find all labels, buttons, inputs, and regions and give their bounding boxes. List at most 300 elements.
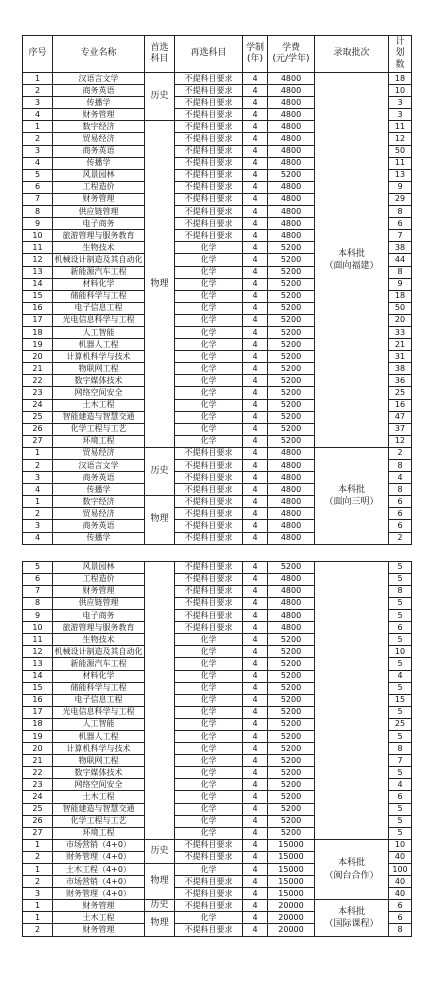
- fee-cell: 4800: [268, 193, 315, 205]
- second-subject-cell: 不提科目要求: [175, 193, 243, 205]
- plan-count-cell: 5: [389, 682, 412, 694]
- major-cell: 环境工程: [53, 827, 145, 839]
- fee-cell: 5200: [268, 339, 315, 351]
- major-cell: 商务英语: [53, 472, 145, 484]
- fee-cell: 4800: [268, 218, 315, 230]
- fee-cell: 4800: [268, 181, 315, 193]
- second-subject-cell: 不提科目要求: [175, 460, 243, 472]
- years-cell: 4: [243, 472, 268, 484]
- batch-line-1: 本科批: [337, 484, 365, 495]
- seq-cell: 2: [23, 924, 53, 936]
- years-cell: 4: [243, 206, 268, 218]
- years-cell: 4: [243, 791, 268, 803]
- major-cell: 土木工程: [53, 912, 145, 924]
- plan-count-cell: 8: [389, 266, 412, 278]
- years-cell: 4: [243, 900, 268, 912]
- second-subject-cell: 化学: [175, 634, 243, 646]
- fee-cell: 15000: [268, 888, 315, 900]
- seq-cell: 20: [23, 351, 53, 363]
- second-subject-cell: 不提科目要求: [175, 597, 243, 609]
- fee-cell: 5200: [268, 803, 315, 815]
- fee-cell: 4800: [268, 597, 315, 609]
- years-cell: 4: [243, 561, 268, 573]
- second-subject-cell: 不提科目要求: [175, 851, 243, 863]
- plan-count-cell: 6: [389, 508, 412, 520]
- fee-cell: 4800: [268, 585, 315, 597]
- years-cell: 4: [243, 743, 268, 755]
- seq-cell: 5: [23, 561, 53, 573]
- plan-count-cell: 8: [389, 924, 412, 936]
- fee-cell: 5200: [268, 730, 315, 742]
- plan-count-cell: 10: [389, 839, 412, 851]
- major-cell: 电子商务: [53, 218, 145, 230]
- years-cell: 4: [243, 706, 268, 718]
- plan-count-cell: 50: [389, 145, 412, 157]
- second-subject-cell: 不提科目要求: [175, 496, 243, 508]
- plan-count-cell: 18: [389, 73, 412, 85]
- plan-count-cell: 16: [389, 399, 412, 411]
- second-subject-cell: 化学: [175, 815, 243, 827]
- plan-count-cell: 100: [389, 864, 412, 876]
- seq-cell: 9: [23, 218, 53, 230]
- second-subject-cell: 不提科目要求: [175, 839, 243, 851]
- major-cell: 光电信息科学与工程: [53, 314, 145, 326]
- major-cell: 财务管理: [53, 193, 145, 205]
- major-cell: 机械设计制造及其自动化: [53, 646, 145, 658]
- years-cell: 4: [243, 302, 268, 314]
- batch-line-2: （国际课程）: [324, 918, 379, 929]
- major-cell: 汉语言文学: [53, 460, 145, 472]
- table-row: [23, 73, 412, 85]
- plan-count-cell: 8: [389, 484, 412, 496]
- major-cell: 风景园林: [53, 169, 145, 181]
- seq-cell: 8: [23, 206, 53, 218]
- major-cell: 传播学: [53, 484, 145, 496]
- second-subject-cell: 不提科目要求: [175, 532, 243, 544]
- major-cell: 工程造价: [53, 573, 145, 585]
- major-cell: 计算机科学与技术: [53, 743, 145, 755]
- seq-cell: 2: [23, 851, 53, 863]
- second-subject-cell: 不提科目要求: [175, 218, 243, 230]
- fee-cell: 15000: [268, 876, 315, 888]
- plan-count-cell: 36: [389, 375, 412, 387]
- fee-cell: 4800: [268, 133, 315, 145]
- second-subject-cell: 化学: [175, 435, 243, 447]
- seq-cell: 8: [23, 597, 53, 609]
- major-cell: 旅游管理与服务教育: [53, 622, 145, 634]
- years-cell: 4: [243, 532, 268, 544]
- major-cell: 材料化学: [53, 278, 145, 290]
- major-cell: 商务英语: [53, 145, 145, 157]
- years-cell: 4: [243, 670, 268, 682]
- fee-cell: 5200: [268, 743, 315, 755]
- fee-cell: 5200: [268, 169, 315, 181]
- fee-cell: 5200: [268, 827, 315, 839]
- second-subject-cell: 化学: [175, 779, 243, 791]
- fee-cell: 5200: [268, 242, 315, 254]
- major-cell: 供应链管理: [53, 206, 145, 218]
- seq-cell: 1: [23, 73, 53, 85]
- years-cell: 4: [243, 622, 268, 634]
- seq-cell: 2: [23, 508, 53, 520]
- fee-cell: 5200: [268, 646, 315, 658]
- major-cell: 人工智能: [53, 326, 145, 338]
- plan-count-cell: 40: [389, 876, 412, 888]
- seq-cell: 24: [23, 399, 53, 411]
- fee-cell: 4800: [268, 573, 315, 585]
- second-subject-cell: 化学: [175, 743, 243, 755]
- years-cell: 4: [243, 109, 268, 121]
- table-row: [23, 447, 412, 459]
- plan-count-cell: 40: [389, 851, 412, 863]
- batch-cell: [315, 900, 389, 936]
- years-cell: 4: [243, 851, 268, 863]
- fee-cell: 15000: [268, 839, 315, 851]
- plan-count-cell: 5: [389, 730, 412, 742]
- first-subject-cell: 历史: [145, 73, 175, 121]
- years-cell: 4: [243, 363, 268, 375]
- seq-cell: 4: [23, 484, 53, 496]
- first-subject-cell: 物理: [145, 912, 175, 936]
- batch-line-2: （面向福建）: [324, 260, 379, 271]
- major-cell: 机器人工程: [53, 339, 145, 351]
- plan-count-cell: 5: [389, 597, 412, 609]
- second-subject-cell: 化学: [175, 706, 243, 718]
- fee-cell: 4800: [268, 230, 315, 242]
- second-subject-cell: 化学: [175, 387, 243, 399]
- plan-count-cell: 7: [389, 755, 412, 767]
- years-cell: 4: [243, 218, 268, 230]
- header-seq: 序号: [23, 36, 53, 73]
- second-subject-cell: 化学: [175, 399, 243, 411]
- plan-count-cell: 7: [389, 230, 412, 242]
- header-plan: 计 划 数: [389, 36, 412, 73]
- seq-cell: 15: [23, 682, 53, 694]
- seq-cell: 5: [23, 169, 53, 181]
- years-cell: 4: [243, 435, 268, 447]
- second-subject-cell: 不提科目要求: [175, 230, 243, 242]
- fee-cell: 5200: [268, 767, 315, 779]
- fee-cell: 15000: [268, 851, 315, 863]
- seq-cell: 12: [23, 646, 53, 658]
- second-subject-cell: 化学: [175, 351, 243, 363]
- years-cell: 4: [243, 610, 268, 622]
- plan-count-cell: 37: [389, 423, 412, 435]
- plan-count-cell: 9: [389, 181, 412, 193]
- plan-count-cell: 8: [389, 460, 412, 472]
- plan-count-cell: 10: [389, 85, 412, 97]
- second-subject-cell: 不提科目要求: [175, 888, 243, 900]
- years-cell: 4: [243, 839, 268, 851]
- seq-cell: 23: [23, 387, 53, 399]
- plan-count-cell: 18: [389, 290, 412, 302]
- seq-cell: 10: [23, 622, 53, 634]
- seq-cell: 7: [23, 193, 53, 205]
- second-subject-cell: 化学: [175, 803, 243, 815]
- major-cell: 储能科学与工程: [53, 682, 145, 694]
- years-cell: 4: [243, 912, 268, 924]
- plan-count-cell: 5: [389, 767, 412, 779]
- seq-cell: 9: [23, 610, 53, 622]
- fee-cell: 5200: [268, 375, 315, 387]
- fee-cell: 5200: [268, 302, 315, 314]
- fee-cell: 5200: [268, 791, 315, 803]
- plan-count-cell: 5: [389, 827, 412, 839]
- plan-count-cell: 11: [389, 157, 412, 169]
- major-cell: 新能源汽车工程: [53, 658, 145, 670]
- major-cell: 机械设计制造及其自动化: [53, 254, 145, 266]
- fee-cell: 5200: [268, 266, 315, 278]
- seq-cell: 22: [23, 767, 53, 779]
- years-cell: 4: [243, 827, 268, 839]
- major-cell: 数字经济: [53, 496, 145, 508]
- major-cell: 新能源汽车工程: [53, 266, 145, 278]
- years-cell: 4: [243, 145, 268, 157]
- plan-count-cell: 20: [389, 314, 412, 326]
- major-cell: 财务管理: [53, 109, 145, 121]
- plan-count-cell: 25: [389, 718, 412, 730]
- second-subject-cell: 化学: [175, 658, 243, 670]
- major-cell: 电子信息工程: [53, 302, 145, 314]
- seq-cell: 2: [23, 876, 53, 888]
- header-fee: 学费 (元/学年): [268, 36, 315, 73]
- years-cell: 4: [243, 399, 268, 411]
- second-subject-cell: 化学: [175, 423, 243, 435]
- plan-count-cell: 12: [389, 133, 412, 145]
- years-cell: 4: [243, 520, 268, 532]
- major-cell: 电子商务: [53, 610, 145, 622]
- second-subject-cell: 化学: [175, 314, 243, 326]
- seq-cell: 3: [23, 145, 53, 157]
- years-cell: 4: [243, 242, 268, 254]
- major-cell: 储能科学与工程: [53, 290, 145, 302]
- fee-cell: 4800: [268, 206, 315, 218]
- header-row: [23, 36, 412, 73]
- years-cell: 4: [243, 718, 268, 730]
- first-subject-cell: 历史: [145, 900, 175, 912]
- years-cell: 4: [243, 585, 268, 597]
- fee-cell: 20000: [268, 924, 315, 936]
- years-cell: 4: [243, 634, 268, 646]
- second-subject-cell: 不提科目要求: [175, 109, 243, 121]
- seq-cell: 17: [23, 706, 53, 718]
- fee-cell: 4800: [268, 121, 315, 133]
- major-cell: 数字媒体技术: [53, 767, 145, 779]
- fee-cell: 20000: [268, 900, 315, 912]
- plan-count-cell: 5: [389, 706, 412, 718]
- plan-count-cell: 25: [389, 387, 412, 399]
- seq-cell: 11: [23, 634, 53, 646]
- years-cell: 4: [243, 779, 268, 791]
- major-cell: 贸易经济: [53, 133, 145, 145]
- years-cell: 4: [243, 121, 268, 133]
- seq-cell: 4: [23, 532, 53, 544]
- major-cell: 传播学: [53, 532, 145, 544]
- fee-cell: 5200: [268, 694, 315, 706]
- years-cell: 4: [243, 597, 268, 609]
- seq-cell: 11: [23, 242, 53, 254]
- major-cell: 财务管理: [53, 924, 145, 936]
- seq-cell: 2: [23, 133, 53, 145]
- major-cell: 市场营销（4+0）: [53, 839, 145, 851]
- major-cell: 财务管理: [53, 900, 145, 912]
- fee-cell: 5200: [268, 326, 315, 338]
- seq-cell: 3: [23, 888, 53, 900]
- major-cell: 生物技术: [53, 242, 145, 254]
- second-subject-cell: 不提科目要求: [175, 561, 243, 573]
- first-subject-cell: 物理: [145, 864, 175, 900]
- fee-cell: 4800: [268, 157, 315, 169]
- major-cell: 财务管理（4+0）: [53, 888, 145, 900]
- years-cell: 4: [243, 97, 268, 109]
- major-cell: 光电信息科学与工程: [53, 706, 145, 718]
- batch-line-1: 本科批: [337, 248, 365, 259]
- batch-cell: [315, 561, 389, 839]
- seq-cell: 12: [23, 254, 53, 266]
- second-subject-cell: 化学: [175, 912, 243, 924]
- years-cell: 4: [243, 573, 268, 585]
- batch-line-1: 本科批: [337, 858, 365, 869]
- fee-cell: 5200: [268, 561, 315, 573]
- fee-cell: 4800: [268, 447, 315, 459]
- major-cell: 汉语言文学: [53, 73, 145, 85]
- plan-count-cell: 9: [389, 278, 412, 290]
- plan-count-cell: 10: [389, 646, 412, 658]
- second-subject-cell: 不提科目要求: [175, 73, 243, 85]
- major-cell: 财务管理: [53, 585, 145, 597]
- seq-cell: 4: [23, 109, 53, 121]
- second-subject-cell: 不提科目要求: [175, 181, 243, 193]
- plan-count-cell: 2: [389, 532, 412, 544]
- fee-cell: 4800: [268, 622, 315, 634]
- fee-cell: 5200: [268, 351, 315, 363]
- second-subject-cell: 化学: [175, 254, 243, 266]
- years-cell: 4: [243, 876, 268, 888]
- years-cell: 4: [243, 254, 268, 266]
- plan-count-cell: 50: [389, 302, 412, 314]
- seq-cell: 26: [23, 423, 53, 435]
- fee-cell: 4800: [268, 610, 315, 622]
- fee-cell: 4800: [268, 97, 315, 109]
- seq-cell: 1: [23, 121, 53, 133]
- fee-cell: 5200: [268, 314, 315, 326]
- second-subject-cell: 不提科目要求: [175, 133, 243, 145]
- header-major: 专业名称: [53, 36, 145, 73]
- years-cell: 4: [243, 646, 268, 658]
- second-subject-cell: 不提科目要求: [175, 97, 243, 109]
- major-cell: 物联网工程: [53, 363, 145, 375]
- second-subject-cell: 化学: [175, 290, 243, 302]
- seq-cell: 16: [23, 302, 53, 314]
- plan-count-cell: 6: [389, 496, 412, 508]
- major-cell: 生物技术: [53, 634, 145, 646]
- page-break-gap: [23, 544, 412, 561]
- seq-cell: 21: [23, 363, 53, 375]
- major-cell: 数字经济: [53, 121, 145, 133]
- seq-cell: 18: [23, 718, 53, 730]
- second-subject-cell: 不提科目要求: [175, 585, 243, 597]
- major-cell: 网络空间安全: [53, 779, 145, 791]
- seq-cell: 1: [23, 447, 53, 459]
- second-subject-cell: 不提科目要求: [175, 508, 243, 520]
- years-cell: 4: [243, 803, 268, 815]
- plan-count-cell: 11: [389, 121, 412, 133]
- years-cell: 4: [243, 375, 268, 387]
- second-subject-cell: 不提科目要求: [175, 924, 243, 936]
- second-subject-cell: 化学: [175, 864, 243, 876]
- years-cell: 4: [243, 815, 268, 827]
- first-subject-cell: 物理: [145, 121, 175, 448]
- batch-cell: [315, 447, 389, 544]
- second-subject-cell: 化学: [175, 302, 243, 314]
- major-cell: 智能建造与智慧交通: [53, 411, 145, 423]
- table-row: [23, 839, 412, 851]
- years-cell: 4: [243, 193, 268, 205]
- major-cell: 商务英语: [53, 85, 145, 97]
- plan-count-cell: 38: [389, 242, 412, 254]
- second-subject-cell: 化学: [175, 242, 243, 254]
- years-cell: 4: [243, 484, 268, 496]
- fee-cell: 5200: [268, 423, 315, 435]
- plan-count-cell: 4: [389, 779, 412, 791]
- plan-count-cell: 12: [389, 435, 412, 447]
- years-cell: 4: [243, 888, 268, 900]
- plan-count-cell: 38: [389, 363, 412, 375]
- seq-cell: 3: [23, 472, 53, 484]
- second-subject-cell: 化学: [175, 375, 243, 387]
- seq-cell: 16: [23, 694, 53, 706]
- fee-cell: 5200: [268, 411, 315, 423]
- years-cell: 4: [243, 387, 268, 399]
- seq-cell: 4: [23, 157, 53, 169]
- seq-cell: 14: [23, 670, 53, 682]
- second-subject-cell: 化学: [175, 682, 243, 694]
- second-subject-cell: 不提科目要求: [175, 145, 243, 157]
- second-subject-cell: 不提科目要求: [175, 876, 243, 888]
- years-cell: 4: [243, 133, 268, 145]
- major-cell: 计算机科学与技术: [53, 351, 145, 363]
- seq-cell: 6: [23, 573, 53, 585]
- years-cell: 4: [243, 326, 268, 338]
- plan-count-cell: 3: [389, 97, 412, 109]
- seq-cell: 25: [23, 803, 53, 815]
- seq-cell: 2: [23, 85, 53, 97]
- plan-count-cell: 8: [389, 206, 412, 218]
- major-cell: 商务英语: [53, 520, 145, 532]
- plan-count-cell: 31: [389, 351, 412, 363]
- years-cell: 4: [243, 730, 268, 742]
- seq-cell: 27: [23, 435, 53, 447]
- years-cell: 4: [243, 266, 268, 278]
- major-cell: 数字媒体技术: [53, 375, 145, 387]
- second-subject-cell: 化学: [175, 791, 243, 803]
- seq-cell: 20: [23, 743, 53, 755]
- years-cell: 4: [243, 278, 268, 290]
- seq-cell: 19: [23, 730, 53, 742]
- table-row: [23, 561, 412, 573]
- fee-cell: 5200: [268, 254, 315, 266]
- second-subject-cell: 化学: [175, 266, 243, 278]
- years-cell: 4: [243, 314, 268, 326]
- second-subject-cell: 不提科目要求: [175, 447, 243, 459]
- fee-cell: 4800: [268, 472, 315, 484]
- plan-count-cell: 8: [389, 585, 412, 597]
- plan-count-cell: 5: [389, 634, 412, 646]
- major-cell: 环境工程: [53, 435, 145, 447]
- major-cell: 人工智能: [53, 718, 145, 730]
- batch-line-1: 本科批: [337, 906, 365, 917]
- batch-line-2: （面向三明）: [324, 496, 379, 507]
